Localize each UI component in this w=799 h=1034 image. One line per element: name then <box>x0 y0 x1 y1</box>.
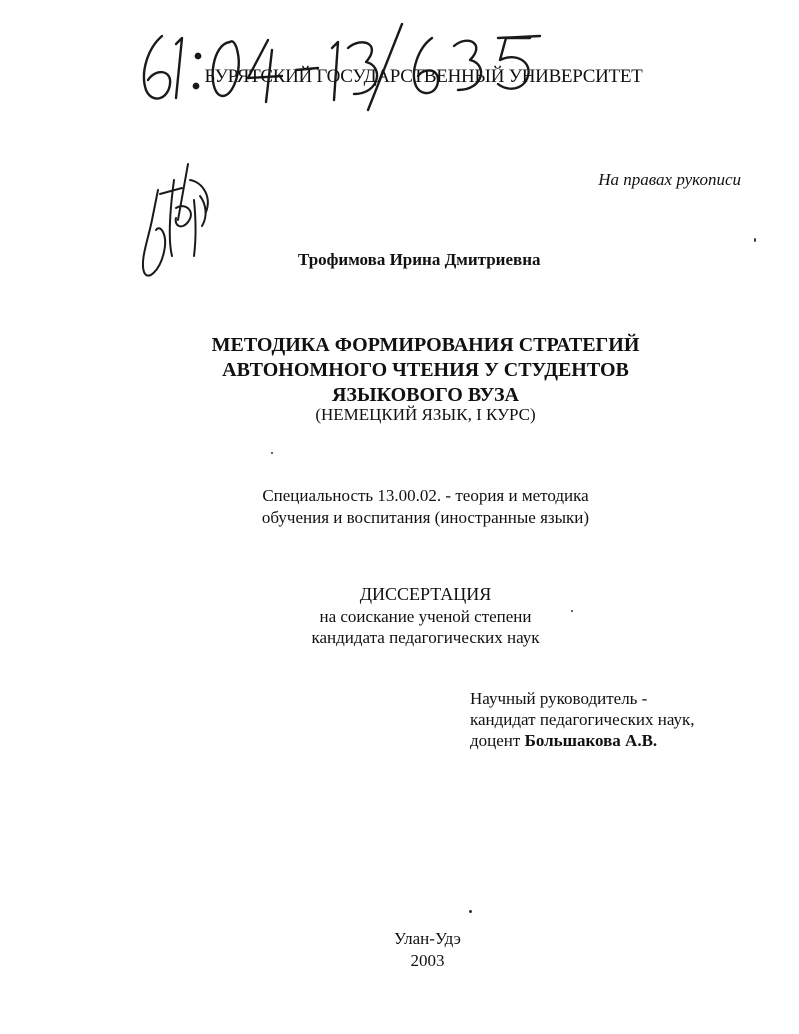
specialty-line: Специальность 13.00.02. - теория и методика <box>262 486 589 505</box>
dissertation-block <box>26 582 799 648</box>
dissertation-subtitle: (НЕМЕЦКИЙ ЯЗЫК, I КУРС) <box>315 405 536 424</box>
place-and-year <box>28 928 799 972</box>
specialty-line: обучения и воспитания (иностранные языки) <box>261 508 590 527</box>
degree-line: на соискание ученой степени <box>319 607 532 626</box>
supervisor-label: Научный руководитель - <box>470 689 648 708</box>
title-line: АВТОНОМНОГО ЧТЕНИЯ У СТУДЕНТОВ <box>222 359 629 381</box>
supervisor-rank: доцент <box>470 731 525 750</box>
title-line: ЯЗЫКОВОГО ВУЗА <box>331 384 519 406</box>
scan-speck <box>271 452 273 454</box>
title-line: МЕТОДИКА ФОРМИРОВАНИЯ СТРАТЕГИЙ <box>211 334 640 356</box>
scan-speck <box>469 910 472 913</box>
signature <box>130 160 220 285</box>
specialty <box>26 485 799 529</box>
year: 2003 <box>410 951 445 970</box>
supervisor-degree: кандидат педагогических наук, <box>470 710 695 729</box>
supervisor-name: Большакова А.В. <box>524 731 658 750</box>
degree-line: кандидата педагогических наук <box>311 628 540 647</box>
handwritten-archive-code <box>132 14 552 114</box>
university-name: БУРЯТСКИЙ ГОСУДАРСТВЕННЫЙ УНИВЕРСИТЕТ <box>204 66 643 87</box>
dissertation-heading: ДИССЕРТАЦИЯ <box>359 584 492 604</box>
supervisor-block <box>470 688 695 751</box>
city: Улан-Удэ <box>394 929 461 948</box>
manuscript-rights-note: На правах рукописи <box>598 170 741 189</box>
scan-speck <box>571 610 573 612</box>
supervisor-title-line <box>470 730 695 751</box>
dissertation-title <box>26 333 799 408</box>
scan-speck <box>754 238 756 242</box>
author-name: Трофимова Ирина Дмитриевна <box>298 250 541 269</box>
